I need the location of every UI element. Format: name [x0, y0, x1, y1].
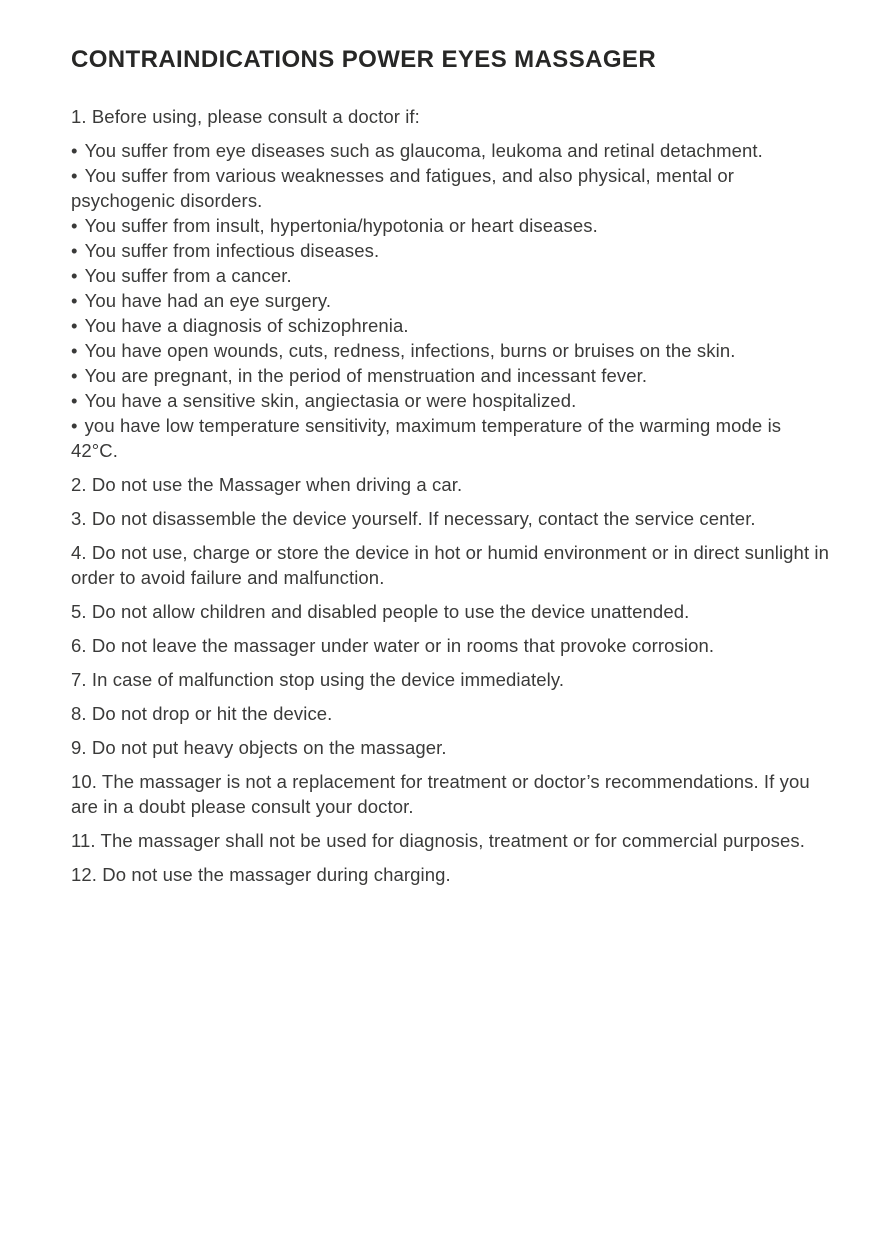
numbered-item: 8. Do not drop or hit the device. [71, 702, 333, 724]
numbered-item: 5. Do not allow children and disabled people to use the device unattended. [71, 600, 690, 622]
bullet-text: You have a diagnosis of schizophrenia. [84, 314, 409, 336]
numbered-item: 3. Do not disassemble the device yourself. If necessary, contact the service center. [71, 507, 756, 529]
bullet-dot: • [71, 414, 78, 436]
bullet-item [71, 363, 833, 388]
numbered-item: 12. Do not use the massager during charging. [71, 863, 451, 885]
bullet-text: You suffer from infectious diseases. [84, 239, 380, 261]
bullet-text: You have open wounds, cuts, redness, infections, burns or bruises on the skin. [84, 339, 736, 361]
numbered-item: 10. The massager is not a replacement for treatment or doctor’s recommendations. If you are in a doubt please consult your doctor. [71, 770, 810, 817]
bullet-dot: • [71, 214, 78, 236]
bullet-item [71, 163, 833, 213]
bullet-item [71, 313, 833, 338]
bullet-text: You suffer from a cancer. [84, 264, 292, 286]
numbered-item: 2. Do not use the Massager when driving a car. [71, 473, 463, 495]
bullet-item [71, 138, 833, 163]
bullet-text: You suffer from various weaknesses and fatigues, and also physical, mental or psychogenic disorders. [71, 164, 734, 211]
numbered-item: 9. Do not put heavy objects on the massager. [71, 736, 447, 758]
bullet-list [71, 138, 833, 463]
bullet-dot: • [71, 289, 78, 311]
numbered-item: 4. Do not use, charge or store the device in hot or humid environment or in direct sunlight in order to avoid failure and malfunction. [71, 541, 830, 588]
bullet-text: You have had an eye surgery. [84, 289, 332, 311]
bullet-dot: • [71, 339, 78, 361]
bullet-item [71, 413, 833, 463]
bullet-dot: • [71, 239, 78, 261]
bullet-dot: • [71, 314, 78, 336]
bullet-text: You suffer from eye diseases such as glaucoma, leukoma and retinal detachment. [84, 139, 763, 161]
bullet-dot: • [71, 264, 78, 286]
bullet-item [71, 213, 833, 238]
bullet-dot: • [71, 164, 78, 186]
bullet-item [71, 388, 833, 413]
bullet-item [71, 238, 833, 263]
intro-line: 1. Before using, please consult a doctor if: [71, 105, 420, 127]
bullet-item [71, 263, 833, 288]
page-title: CONTRAINDICATIONS POWER EYES MASSAGER [71, 46, 657, 73]
numbered-list [71, 472, 833, 887]
bullet-item [71, 338, 833, 363]
bullet-text: You suffer from insult, hypertonia/hypotonia or heart diseases. [84, 214, 598, 236]
bullet-dot: • [71, 139, 78, 161]
bullet-text: You have a sensitive skin, angiectasia or were hospitalized. [84, 389, 577, 411]
bullet-text: you have low temperature sensitivity, maximum temperature of the warming mode is 42°C. [71, 414, 782, 461]
bullet-item [71, 288, 833, 313]
bullet-dot: • [71, 364, 78, 386]
bullet-text: You are pregnant, in the period of menstruation and incessant fever. [84, 364, 648, 386]
numbered-item: 6. Do not leave the massager under water or in rooms that provoke corrosion. [71, 634, 715, 656]
numbered-item: 7. In case of malfunction stop using the device immediately. [71, 668, 565, 690]
bullet-dot: • [71, 389, 78, 411]
numbered-item: 11. The massager shall not be used for diagnosis, treatment or for commercial purposes. [71, 829, 805, 851]
